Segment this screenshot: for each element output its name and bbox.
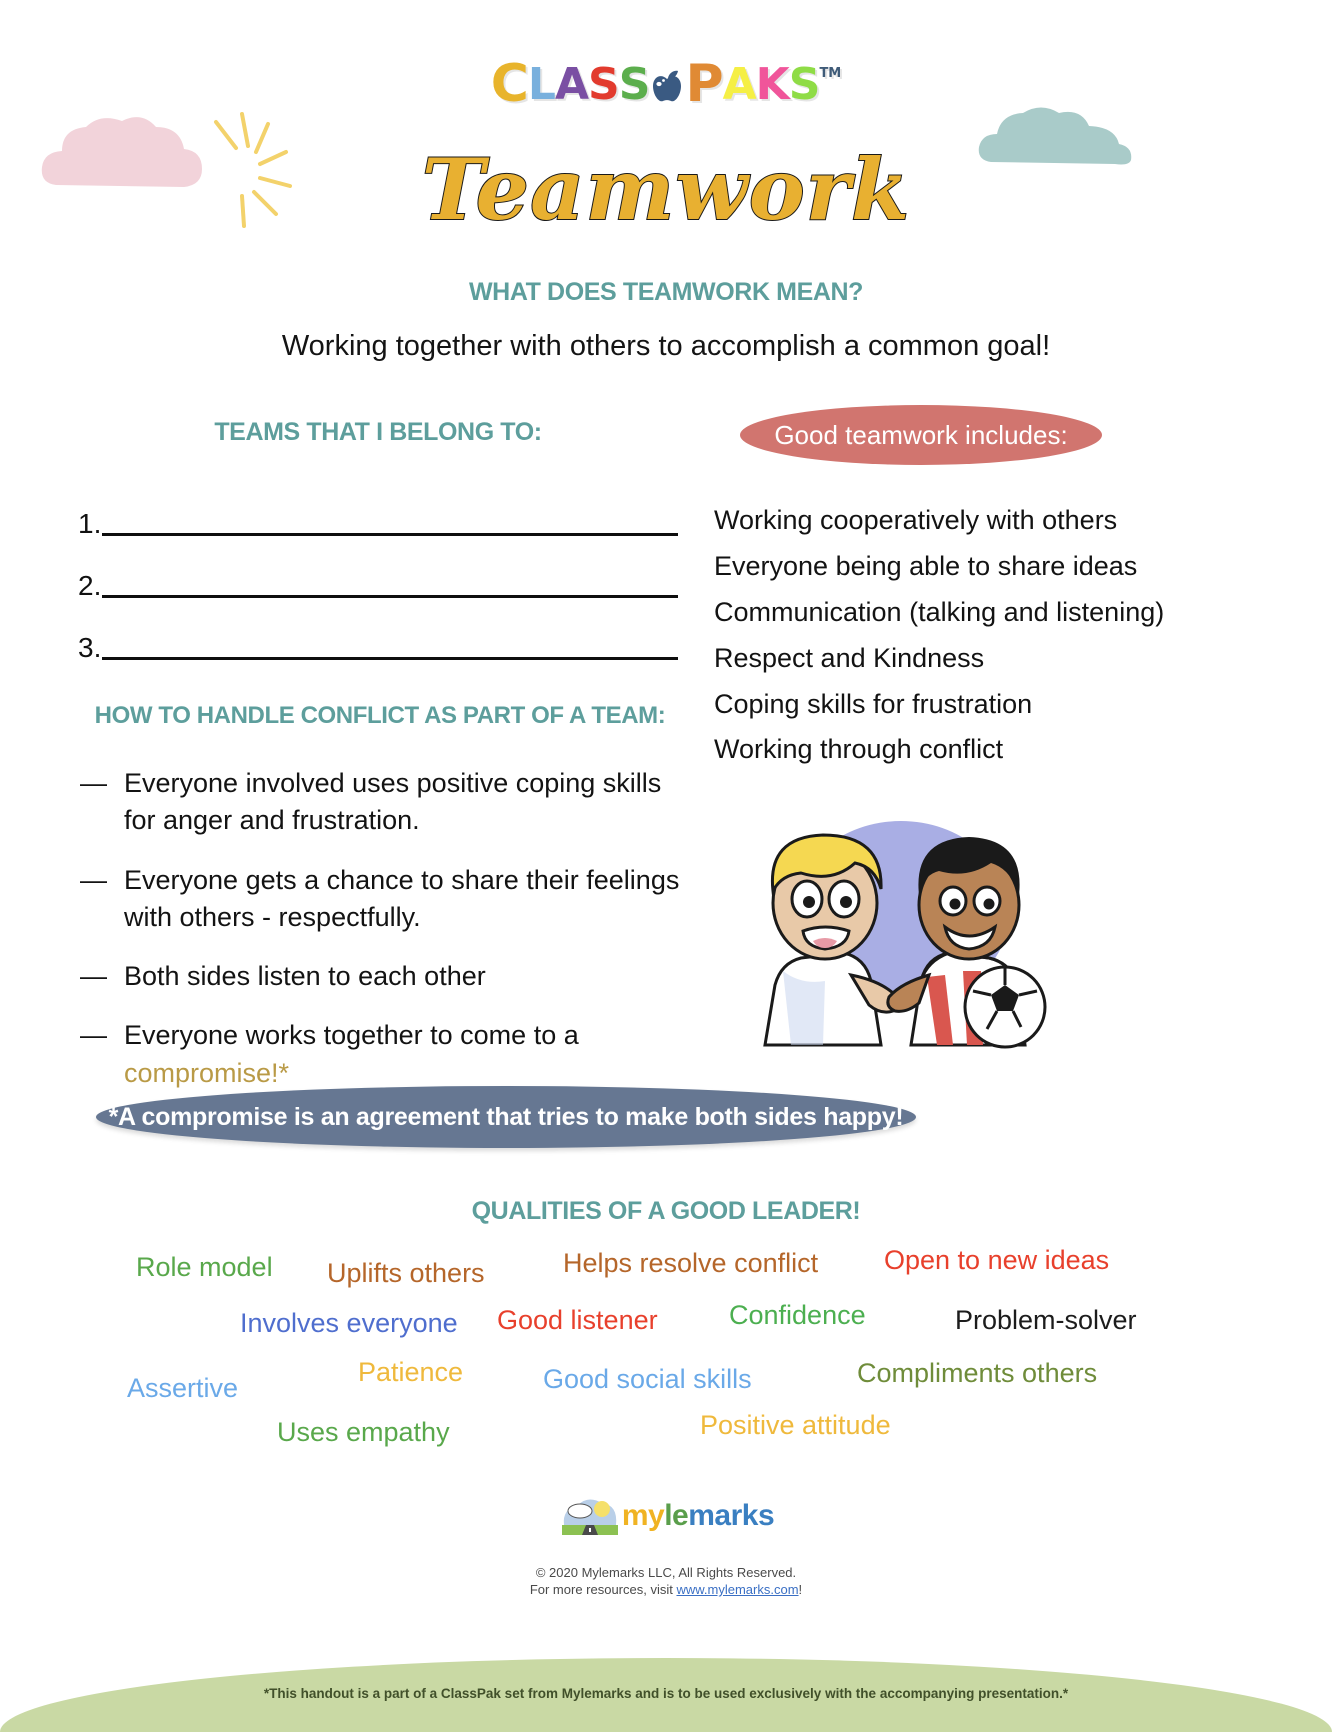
team-number-label: 3. <box>78 632 102 664</box>
good-teamwork-list <box>714 498 1184 773</box>
conflict-bullet-list <box>80 765 680 1114</box>
logo-letter-0: P <box>685 54 723 114</box>
logo-letter-3: S <box>588 59 619 110</box>
apple-icon <box>650 68 684 102</box>
bullet-dash-marker: — <box>80 864 107 895</box>
classpaks-logo <box>0 54 1332 114</box>
logo-letter-0: C <box>490 54 528 114</box>
mylemarks-scene-icon <box>558 1495 622 1535</box>
good-teamwork-badge-label: Good teamwork includes: <box>774 419 1068 450</box>
logo-letter-1: L <box>527 59 555 110</box>
logo-letters-class <box>490 54 650 114</box>
leader-quality-word: Compliments others <box>857 1358 1098 1388</box>
compromise-definition-callout <box>96 1086 916 1148</box>
good-teamwork-badge <box>740 405 1102 465</box>
teamwork-definition: Working together with others to accomplish a common goal! <box>281 330 1051 362</box>
team-write-line[interactable] <box>102 595 678 598</box>
classpaks-wordmark <box>490 54 842 114</box>
section-heading-how-to-handle-conflict: HOW TO HANDLE CONFLICT AS PART OF A TEAM: <box>94 702 666 729</box>
bullet-dash-marker: — <box>80 768 107 798</box>
logo-letter-3: S <box>788 59 820 110</box>
teams-fillin-list <box>78 478 678 664</box>
leader-quality-word: Assertive <box>127 1373 239 1403</box>
leader-quality-word: Positive attitude <box>700 1410 891 1440</box>
logo-letter-1: A <box>722 59 756 110</box>
mylemarks-marks: marks <box>688 1499 775 1532</box>
leader-quality-word: Open to new ideas <box>884 1245 1110 1275</box>
conflict-bullet-item <box>80 958 680 995</box>
team-number-label: 1. <box>78 508 102 540</box>
leader-quality-word: Good social skills <box>543 1364 752 1394</box>
good-teamwork-item: Coping skills for frustration <box>714 688 1033 719</box>
conflict-bullet-item <box>80 862 680 937</box>
mylemarks-logo <box>0 1495 1332 1539</box>
conflict-bullet-text: Everyone involved uses positive coping skills for anger and frustration. <box>124 768 662 836</box>
mylemarks-link[interactable]: www.mylemarks.com <box>676 1582 799 1597</box>
page-title: Teamwork <box>421 140 911 239</box>
logo-letter-2: A <box>554 59 589 110</box>
bullet-dash-marker: — <box>80 1020 107 1051</box>
logo-letter-2: K <box>755 59 789 110</box>
mylemarks-wordmark <box>622 1499 774 1532</box>
section-heading-what-does-teamwork-mean: WHAT DOES TEAMWORK MEAN? <box>468 278 864 306</box>
two-kids-illustration <box>705 795 1085 1065</box>
leader-quality-word: Good listener <box>497 1305 658 1335</box>
leader-quality-word: Role model <box>136 1252 273 1282</box>
footer-disclaimer-text: *This handout is a part of a ClassPak set from Mylemarks and is to be used exclusively with the accompanying presentation.* <box>263 1686 1069 1701</box>
resources-line <box>0 1582 1332 1597</box>
section-heading-teams-i-belong-to: TEAMS THAT I BELONG TO: <box>214 418 542 446</box>
good-teamwork-item: Communication (talking and listening) <box>714 596 1165 627</box>
conflict-bullet-item <box>80 765 680 840</box>
good-teamwork-item: Everyone being able to share ideas <box>714 550 1138 581</box>
conflict-bullet-item <box>80 1017 680 1092</box>
good-teamwork-item: Working through conflict <box>714 734 1004 765</box>
conflict-bullet-text: Both sides listen to each other <box>124 961 486 991</box>
resources-suffix: ! <box>798 1582 803 1597</box>
logo-letters-paks <box>685 54 820 114</box>
team-fillin-row[interactable] <box>78 602 678 664</box>
resources-prefix: For more resources, visit <box>529 1582 677 1597</box>
leader-quality-word: Uplifts others <box>327 1258 485 1288</box>
leader-quality-word: Involves everyone <box>240 1308 458 1338</box>
conflict-bullet-text: Everyone gets a chance to share their feelings with others - respectfully. <box>124 864 680 932</box>
team-write-line[interactable] <box>102 533 678 536</box>
section-heading-qualities-of-good-leader: QUALITIES OF A GOOD LEADER! <box>471 1197 861 1225</box>
conflict-bullet-text: Everyone works together to come to a compromise!* <box>124 1020 579 1088</box>
trademark-symbol: TM <box>819 66 842 81</box>
team-fillin-row[interactable] <box>78 540 678 602</box>
compromise-definition-text: *A compromise is an agreement that tries to make both sides happy! <box>108 1102 904 1131</box>
leader-quality-word: Patience <box>358 1357 464 1387</box>
copyright-block <box>0 1565 1332 1597</box>
leader-quality-word: Uses empathy <box>277 1417 450 1447</box>
team-fillin-row[interactable] <box>78 478 678 540</box>
good-teamwork-item: Working cooperatively with others <box>714 505 1118 535</box>
bullet-dash-marker: — <box>80 961 107 991</box>
mylemarks-le: le <box>664 1499 689 1532</box>
team-number-label: 2. <box>78 570 102 602</box>
copyright-line: © 2020 Mylemarks LLC, All Rights Reserved. <box>535 1565 797 1580</box>
leader-quality-word: Confidence <box>729 1300 866 1330</box>
mylemarks-my: my <box>621 1499 665 1532</box>
leader-quality-word: Helps resolve conflict <box>563 1248 819 1278</box>
good-teamwork-item: Respect and Kindness <box>714 642 985 673</box>
leader-quality-word: Problem-solver <box>955 1305 1137 1335</box>
footer-disclaimer-bar <box>0 1658 1332 1732</box>
leader-qualities-word-cloud <box>0 1240 1332 1460</box>
logo-letter-4: S <box>618 59 650 110</box>
team-write-line[interactable] <box>102 657 678 660</box>
compromise-highlight-word: compromise!* <box>124 1057 290 1088</box>
